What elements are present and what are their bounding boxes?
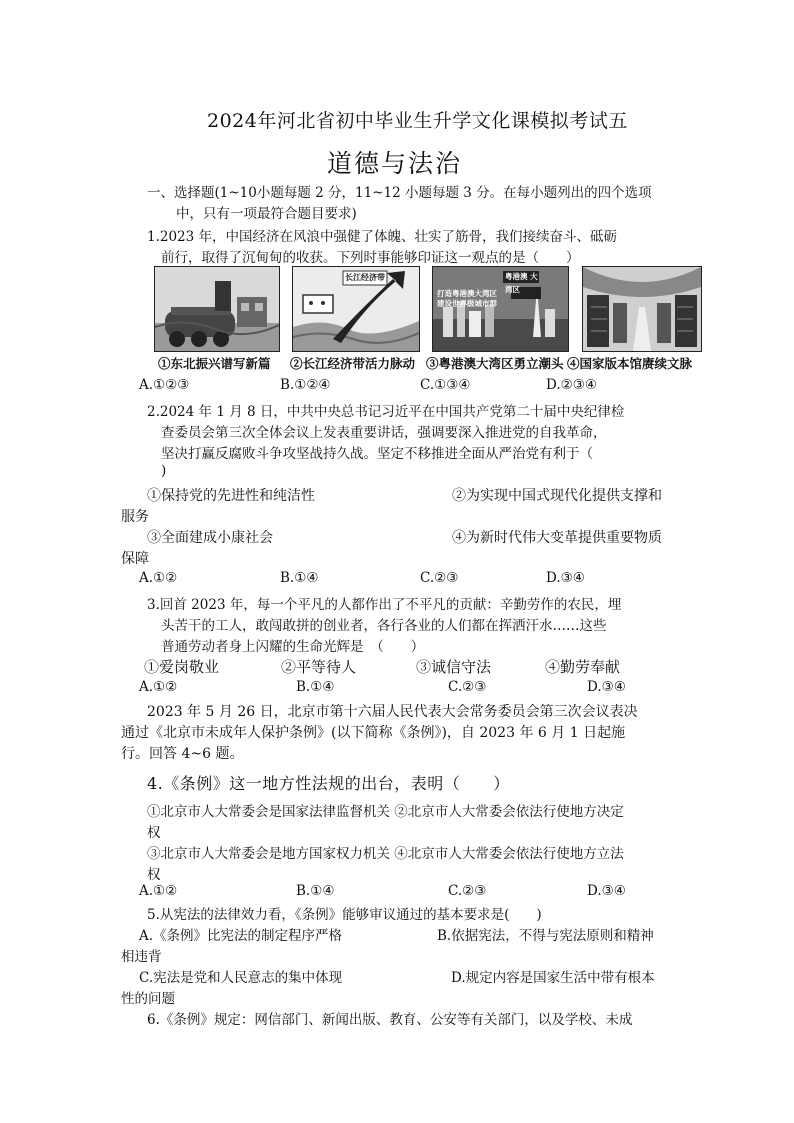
q1-image-yangtze — [292, 266, 420, 352]
q1-option-a[interactable]: A.①②③ — [139, 377, 190, 393]
q4-item-2-cont: 权 — [147, 867, 161, 883]
q2-item-3: ③全面建成小康社会 — [147, 530, 273, 546]
q4-option-c[interactable]: C.②③ — [448, 883, 487, 899]
q4-item-2: ③北京市人大常委会是地方国家权力机关 ④北京市人大常委会依法行使地方立法 — [147, 846, 624, 862]
q2-stem-l2: 查委员会第三次全体会议上发表重要讲话，强调要深入推进党的自我革命， — [161, 425, 607, 441]
q3-stem-l3: 普通劳动者身上闪耀的生命光辉是 （ ） — [161, 639, 425, 655]
q1-stem-cont: 前行，取得了沉甸甸的收获。下列时事能够印证这一观点的是（ ） — [161, 250, 580, 266]
greater-bay-sign-2: 粤港澳 大湾区 — [505, 272, 538, 294]
greater-bay-sign: 打造粤港澳大湾区 建设世界级城市群 — [437, 289, 497, 308]
q3-stem: 3.回首 2023 年，每一个平凡的人都作出了不平凡的贡献：辛勤劳作的农民，埋 — [147, 597, 622, 613]
q3-item-2: ②平等待人 — [281, 658, 357, 676]
q3-item-1: ①爱岗敬业 — [144, 658, 220, 676]
q3-item-4: ④勤劳奉献 — [545, 658, 621, 676]
section-instruction: 一、选择题(1~10小题每题 2 分，11~12 小题每题 3 分。在每小题列出的四个选项 — [147, 185, 652, 201]
q2-item-1: ①保持党的先进性和纯洁性 — [147, 488, 315, 504]
subject-title: 道德与法治 — [327, 149, 463, 178]
q2-option-c[interactable]: C.②③ — [420, 570, 459, 586]
q4-stem: 4.《条例》这一地方性法规的出台，表明（ ） — [147, 774, 510, 793]
q1-option-b[interactable]: B.①②④ — [280, 377, 331, 393]
material-text-l3: 行。回答 4~6 题。 — [121, 746, 244, 762]
q2-stem-l4: ) — [161, 463, 167, 479]
q1-option-c[interactable]: C.①③④ — [420, 377, 471, 393]
q2-item-2: ②为实现中国式现代化提供支撑和 — [452, 488, 662, 504]
q1-caption-3: ③粤港澳大湾区勇立潮头 — [426, 356, 564, 371]
q1-caption-1: ①东北振兴谱写新篇 — [158, 356, 271, 371]
q2-item-4-cont: 保障 — [121, 551, 149, 567]
q4-option-a[interactable]: A.①② — [139, 883, 178, 899]
material-text-l2: 通过《北京市未成年人保护条例》(以下简称《条例》)，自 2023 年 6 月 1 日起施 — [121, 725, 626, 741]
section-instruction-cont: 中，只有一项最符合题目要求) — [176, 206, 357, 222]
material-text: 2023 年 5 月 26 日，北京市第十六届人民代表大会常务委员会第三次会议表决 — [147, 704, 638, 720]
q4-option-b[interactable]: B.①④ — [296, 883, 335, 899]
q5-option-c[interactable]: C.宪法是党和人民意志的集中体现 — [139, 970, 343, 986]
q4-item-1-cont: 权 — [147, 825, 161, 841]
q2-option-a[interactable]: A.①② — [139, 570, 178, 586]
q1-image-greater-bay — [432, 266, 569, 352]
q1-stem: 1.2023 年，中国经济在风浪中强健了体魄、壮实了筋骨，我们接续奋斗、砥砺 — [147, 229, 618, 245]
q1-image-archives — [582, 266, 702, 352]
q6-stem: 6.《条例》规定：网信部门、新闻出版、教育、公安等有关部门，以及学校、未成 — [147, 1012, 633, 1028]
q3-option-d[interactable]: D.③④ — [587, 679, 626, 695]
q5-option-b[interactable]: B.依据宪法，不得与宪法原则和精神 — [437, 928, 654, 944]
q3-option-a[interactable]: A.①② — [139, 679, 178, 695]
q2-item-2-cont: 服务 — [121, 509, 149, 525]
q2-stem: 2.2024 年 1 月 8 日，中共中央总书记习近平在中国共产党第二十届中央纪律检 — [147, 404, 625, 420]
q5-option-a[interactable]: A.《条例》比宪法的制定程序严格 — [139, 928, 343, 944]
q5-option-b-cont: 相违背 — [121, 949, 162, 965]
q3-option-c[interactable]: C.②③ — [448, 679, 487, 695]
q5-option-d-cont: 性的问题 — [121, 991, 175, 1007]
q5-stem: 5.从宪法的法律效力看，《条例》能够审议通过的基本要求是( ) — [147, 907, 542, 923]
q2-stem-l3: 坚决打赢反腐败斗争攻坚战持久战。坚定不移推进全面从严治党有利于（ — [161, 446, 593, 462]
q5-option-d[interactable]: D.规定内容是国家生活中带有根本 — [451, 970, 655, 986]
q3-stem-l2: 头苦干的工人，敢闯敢拼的创业者，各行各业的人们都在挥洒汗水……这些 — [161, 618, 607, 634]
q4-item-1: ①北京市人大常委会是国家法律监督机关 ②北京市人大常委会依法行使地方决定 — [147, 804, 624, 820]
yangtze-sign: 长江经济带 — [345, 272, 385, 282]
q4-option-d[interactable]: D.③④ — [587, 883, 626, 899]
q1-caption-4: ④国家版本馆赓续文脉 — [567, 356, 693, 371]
q3-item-3: ③诚信守法 — [416, 658, 492, 676]
q2-option-d[interactable]: D.③④ — [546, 570, 585, 586]
q2-item-4: ④为新时代伟大变革提供重要物质 — [452, 530, 662, 546]
q1-image-northeast — [154, 266, 280, 352]
q2-option-b[interactable]: B.①④ — [280, 570, 319, 586]
q3-option-b[interactable]: B.①④ — [296, 679, 335, 695]
q1-caption-2: ②长江经济带活力脉动 — [290, 356, 416, 371]
exam-title: 2024年河北省初中毕业生升学文化课模拟考试五 — [207, 110, 628, 132]
q1-option-d[interactable]: D.②③④ — [546, 377, 597, 393]
